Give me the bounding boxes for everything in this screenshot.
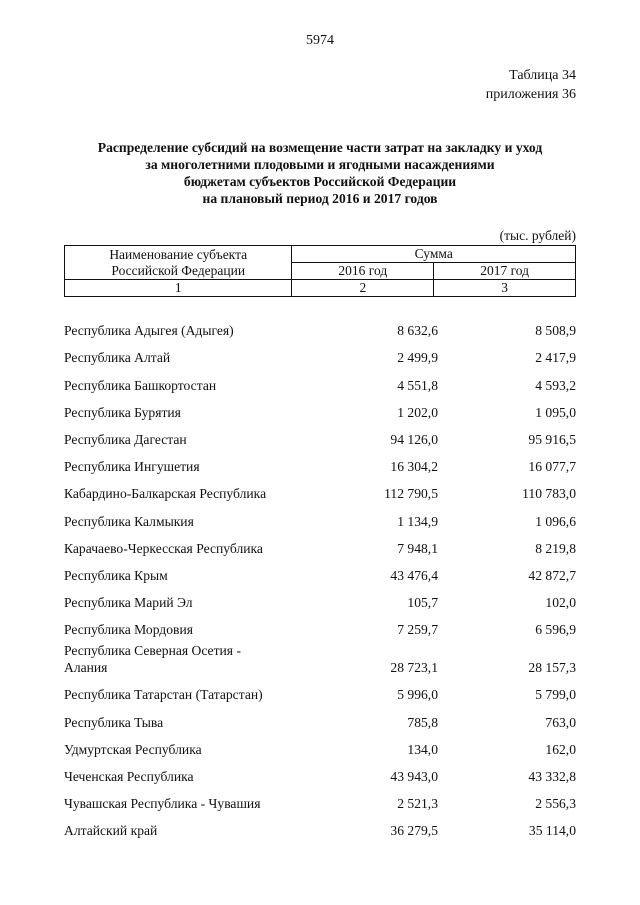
- table-row: [64, 425, 576, 452]
- value-2016: 28 723,1: [390, 660, 438, 676]
- region-name: Чеченская Республика: [64, 769, 194, 784]
- value-2017: 6 596,9: [535, 622, 576, 638]
- region-name: Республика Татарстан (Татарстан): [64, 687, 263, 703]
- table-number: Таблица 34: [509, 68, 576, 83]
- value-2017: 28 157,3: [528, 660, 576, 676]
- table-row: [64, 707, 576, 734]
- value-2016: 5 996,0: [397, 687, 438, 703]
- value-2017: 110 783,0: [522, 486, 576, 502]
- table-body: [64, 316, 576, 843]
- title-line: на плановый период 2016 и 2017 годов: [202, 191, 438, 206]
- value-2017: 102,0: [545, 595, 576, 611]
- value-2017: 16 077,7: [528, 459, 576, 475]
- value-2017: 162,0: [545, 741, 576, 757]
- value-2016: 1 202,0: [397, 404, 438, 420]
- title-line: за многолетними плодовыми и ягодными насаждениями: [145, 157, 495, 172]
- page-number: 5974: [306, 33, 334, 48]
- table-row: [64, 762, 576, 789]
- table-row: [64, 534, 576, 561]
- title-line: Распределение субсидий на возмещение части затрат на закладку и уход: [97, 140, 543, 155]
- table-row: [64, 680, 576, 707]
- units-label: (тыс. рублей): [499, 228, 576, 243]
- value-2017: 8 508,9: [535, 323, 576, 339]
- region-name: Чувашская Республика - Чувашия: [64, 796, 261, 812]
- region-name: Республика Бурятия: [64, 404, 181, 420]
- table-row: [64, 816, 576, 843]
- region-name: Республика Алтай: [64, 350, 171, 366]
- region-name: Республика Дагестан: [64, 431, 187, 447]
- region-name: Республика Марий Эл: [64, 595, 193, 611]
- region-name-line: Алания: [64, 660, 108, 676]
- value-2016: 1 134,9: [397, 513, 438, 529]
- region-name: [64, 642, 304, 680]
- region-name: Республика Адыгея (Адыгея): [64, 323, 234, 339]
- value-2016: 785,8: [407, 714, 438, 730]
- table-row: [64, 588, 576, 615]
- value-2017: 4 593,2: [535, 377, 576, 393]
- value-2016: 112 790,5: [384, 486, 438, 502]
- region-name: Республика Крым: [64, 567, 168, 583]
- region-name: Кабардино-Балкарская Республика: [64, 486, 267, 502]
- table-row: [64, 735, 576, 762]
- table-row: [64, 615, 576, 642]
- value-2016: 94 126,0: [390, 431, 438, 447]
- region-name-line: Республика Северная Осетия -: [64, 643, 241, 659]
- region-name: Республика Ингушетия: [64, 459, 200, 475]
- value-2017: 8 219,8: [535, 540, 576, 556]
- table-row: [64, 343, 576, 370]
- table-row: [64, 506, 576, 533]
- value-2016: 2 499,9: [397, 350, 438, 366]
- table-row: [64, 398, 576, 425]
- header-year-2017: 2017 год: [434, 263, 576, 280]
- region-name: Удмуртская Республика: [64, 741, 202, 757]
- value-2017: 43 332,8: [528, 769, 576, 784]
- table-row: [64, 452, 576, 479]
- table-row: [64, 561, 576, 588]
- appendix-number: приложения 36: [485, 87, 576, 102]
- table-row: [64, 316, 576, 343]
- value-2017: 5 799,0: [535, 687, 576, 703]
- table-row: [64, 642, 576, 680]
- header-column-number: 3: [434, 280, 576, 297]
- header-name-line: Российской Федерации: [111, 262, 246, 278]
- header-year-2016: 2016 год: [292, 263, 434, 280]
- header-column-number: 2: [292, 280, 434, 297]
- value-2016: 105,7: [407, 595, 438, 611]
- value-2017: 1 095,0: [535, 404, 576, 420]
- document-title: [60, 139, 580, 207]
- value-2016: 134,0: [407, 741, 438, 757]
- region-name: Карачаево-Черкесская Республика: [64, 540, 263, 556]
- value-2016: 36 279,5: [390, 823, 438, 839]
- value-2016: 2 521,3: [397, 796, 438, 812]
- header-name-column: [65, 246, 292, 280]
- value-2016: 43 476,4: [390, 567, 438, 583]
- value-2016: 7 948,1: [397, 540, 438, 556]
- value-2017: 763,0: [545, 714, 576, 730]
- header-column-number: 1: [65, 280, 292, 297]
- table-row: [64, 479, 576, 506]
- value-2017: 2 417,9: [535, 350, 576, 366]
- header-name-line: Наименование субъекта: [109, 246, 248, 262]
- value-2016: 8 632,6: [397, 323, 438, 339]
- region-name: Алтайский край: [64, 823, 158, 839]
- region-name: Республика Мордовия: [64, 622, 193, 638]
- table-reference: [486, 66, 576, 104]
- value-2017: 95 916,5: [528, 431, 576, 447]
- value-2017: 42 872,7: [528, 567, 576, 583]
- region-name: Республика Тыва: [64, 714, 164, 730]
- title-line: бюджетам субъектов Российской Федерации: [183, 174, 457, 189]
- header-sum: Сумма: [292, 246, 576, 263]
- table-row: [64, 370, 576, 397]
- value-2016: 7 259,7: [397, 622, 438, 638]
- value-2017: 1 096,6: [535, 513, 576, 529]
- value-2016: 4 551,8: [397, 377, 438, 393]
- value-2017: 2 556,3: [535, 796, 576, 812]
- region-name: Республика Калмыкия: [64, 513, 194, 529]
- value-2016: 43 943,0: [390, 769, 438, 784]
- value-2017: 35 114,0: [528, 823, 576, 839]
- value-2016: 16 304,2: [390, 459, 438, 475]
- region-name: Республика Башкортостан: [64, 377, 217, 393]
- table-row: [64, 789, 576, 816]
- table-header: [64, 245, 576, 297]
